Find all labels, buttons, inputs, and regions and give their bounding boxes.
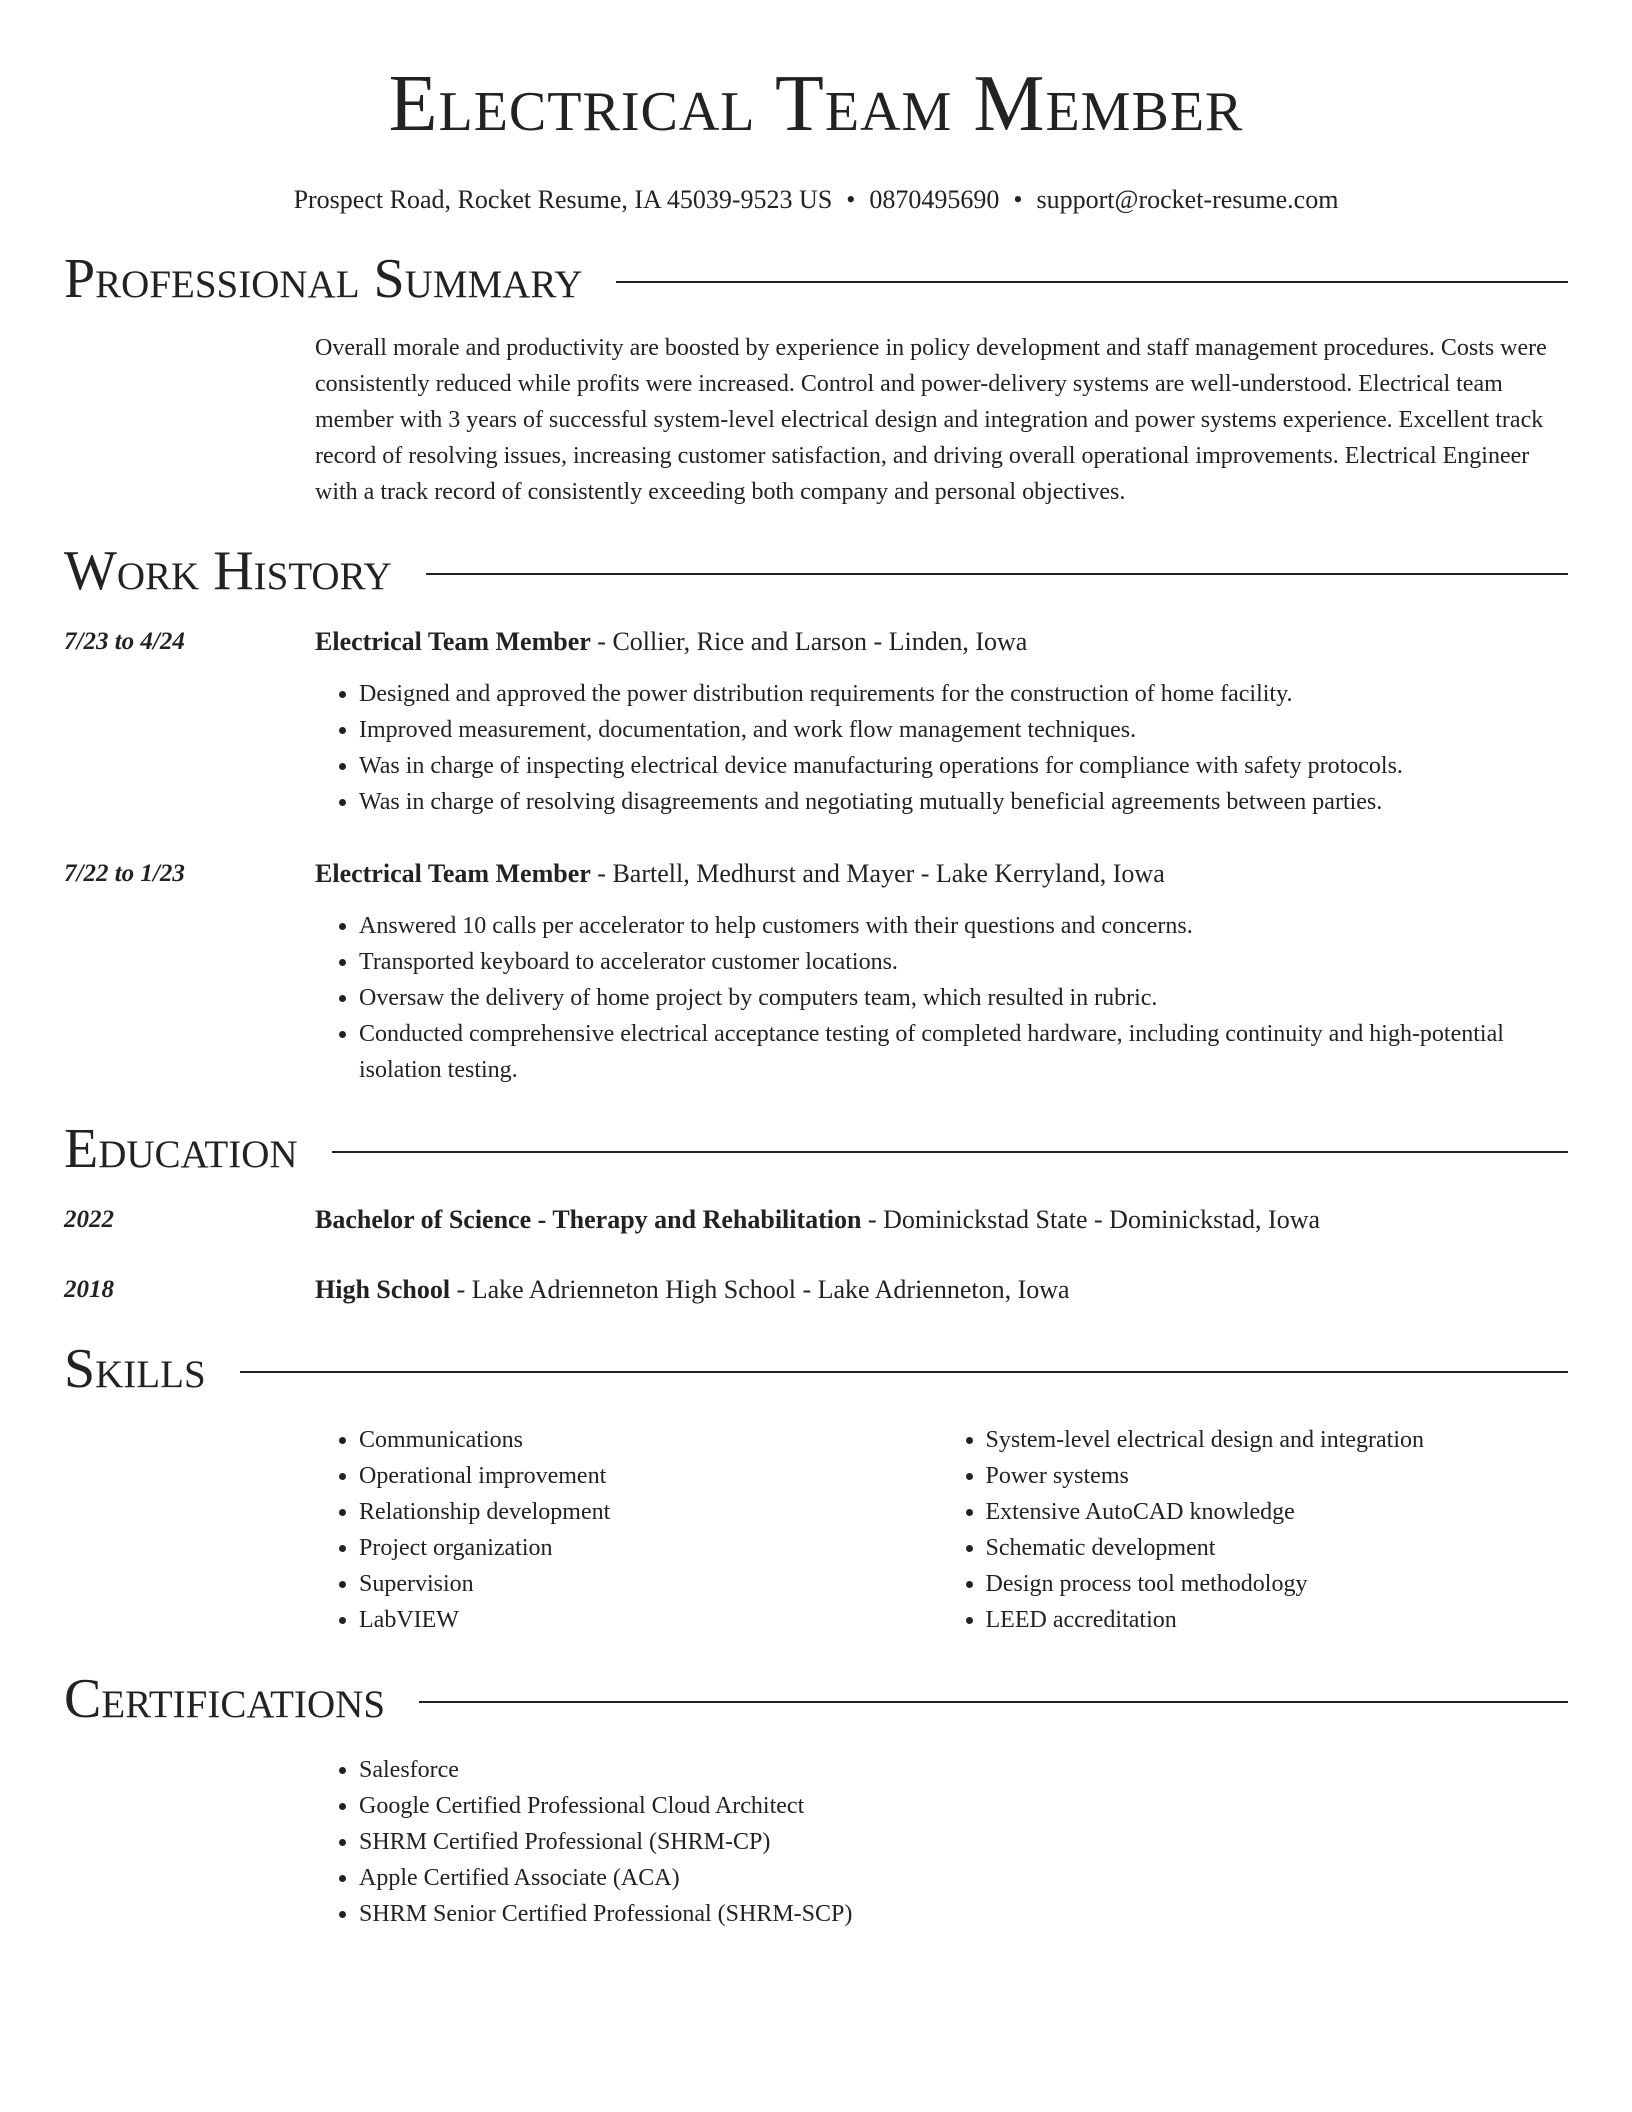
skill-item: • System-level electrical design and integration: [986, 1422, 1569, 1458]
summary-text: Overall morale and productivity are boosted by experience in policy development and staff management procedures. Costs were consistently reduced while profits were increased. Control and power-delivery systems are well-understood. Electrical team member with 3 years of successful system-level electrical design and integration and power systems experience. Excellent track record of resolving issues, increasing customer satisfaction, and driving overall operational improvements. Electrical Engineer with a track record of consistently exceeding both company and personal objectives.: [315, 335, 1547, 505]
job-bullet: • Transported keyboard to accelerator customer locations.: [359, 944, 1568, 980]
job-entry: [64, 624, 1568, 820]
section-divider: [616, 281, 1568, 283]
contact-phone: 0870495690: [869, 185, 1000, 214]
education-degree: Bachelor of Science - Therapy and Rehabilitation: [315, 1205, 862, 1234]
skill-item: • LabVIEW: [359, 1602, 942, 1638]
certifications-list: [315, 1752, 1568, 1932]
job-bullet: • Designed and approved the power distribution requirements for the construction of home facility.: [359, 676, 1568, 712]
certification-item: • SHRM Certified Professional (SHRM-CP): [359, 1824, 1568, 1860]
section-divider: [426, 573, 1568, 575]
skill-item: • LEED accreditation: [986, 1602, 1569, 1638]
job-entry: [64, 856, 1568, 1088]
job-bullet: • Answered 10 calls per accelerator to help customers with their questions and concerns.: [359, 908, 1568, 944]
skills-column-left: [315, 1422, 942, 1638]
contact-separator: •: [846, 185, 856, 214]
certification-item: • Apple Certified Associate (ACA): [359, 1860, 1568, 1896]
education-school: - Lake Adrienneton High School - Lake Adrienneton, Iowa: [450, 1275, 1070, 1304]
job-bullet: • Improved measurement, documentation, and work flow management techniques.: [359, 712, 1568, 748]
contact-separator: •: [1013, 185, 1023, 214]
certifications-bullets: [315, 1752, 1568, 1932]
skill-item: • Supervision: [359, 1566, 942, 1602]
job-employer: - Collier, Rice and Larson - Linden, Iowa: [590, 627, 1028, 656]
skill-item: • Design process tool methodology: [986, 1566, 1569, 1602]
certifications-title: Certifications: [64, 1668, 386, 1730]
certification-item: • Salesforce: [359, 1752, 1568, 1788]
skill-item: • Schematic development: [986, 1530, 1569, 1566]
job-employer: - Bartell, Medhurst and Mayer - Lake Kerryland, Iowa: [590, 859, 1165, 888]
candidate-name: Electrical Team Member: [388, 60, 1244, 148]
summary-title: Professional Summary: [64, 248, 583, 310]
certification-item: • SHRM Senior Certified Professional (SHRM-SCP): [359, 1896, 1568, 1932]
skill-item: • Relationship development: [359, 1494, 942, 1530]
certification-item: • Google Certified Professional Cloud Architect: [359, 1788, 1568, 1824]
section-divider: [419, 1701, 1568, 1703]
section-divider: [332, 1151, 1568, 1153]
education-heading: [315, 1272, 1568, 1308]
education-section-header: [64, 1114, 1568, 1184]
skill-item: • Power systems: [986, 1458, 1569, 1494]
job-role: Electrical Team Member: [315, 627, 591, 656]
education-year: 2018: [64, 1276, 114, 1303]
job-bullets: [315, 676, 1568, 820]
education-entry: [64, 1202, 1568, 1238]
work-title: Work History: [64, 540, 392, 602]
job-bullet: • Was in charge of resolving disagreements and negotiating mutually beneficial agreements between parties.: [359, 784, 1568, 820]
job-bullet: • Was in charge of inspecting electrical device manufacturing operations for compliance with safety protocols.: [359, 748, 1568, 784]
contact-address: Prospect Road, Rocket Resume, IA 45039-9523 US: [293, 185, 833, 214]
job-dates: 7/22 to 1/23: [64, 860, 185, 887]
summary-section-header: [64, 244, 1568, 314]
contact-line: [64, 182, 1568, 218]
contact-email: support@rocket-resume.com: [1036, 185, 1339, 214]
skill-item: • Project organization: [359, 1530, 942, 1566]
skills-title: Skills: [64, 1338, 206, 1400]
certifications-section-header: [64, 1664, 1568, 1734]
skills-list: [315, 1422, 1568, 1638]
skills-section-header: [64, 1334, 1568, 1404]
section-divider: [240, 1371, 1568, 1373]
job-heading: [315, 856, 1568, 892]
job-role: Electrical Team Member: [315, 859, 591, 888]
skills-column-right: [942, 1422, 1569, 1638]
education-entry: [64, 1272, 1568, 1308]
job-bullets: [315, 908, 1568, 1088]
work-section-header: [64, 536, 1568, 606]
job-bullet: • Conducted comprehensive electrical acceptance testing of completed hardware, including continuity and high-potential isolation testing.: [359, 1016, 1568, 1088]
job-dates: 7/23 to 4/24: [64, 628, 185, 655]
skill-item: • Extensive AutoCAD knowledge: [986, 1494, 1569, 1530]
education-heading: [315, 1202, 1568, 1238]
education-year: 2022: [64, 1206, 114, 1233]
education-degree: High School: [315, 1275, 451, 1304]
job-heading: [315, 624, 1568, 660]
education-school: - Dominickstad State - Dominickstad, Iowa: [861, 1205, 1321, 1234]
education-title: Education: [64, 1118, 298, 1180]
skill-item: • Operational improvement: [359, 1458, 942, 1494]
skill-item: • Communications: [359, 1422, 942, 1458]
job-bullet: • Oversaw the delivery of home project by computers team, which resulted in rubric.: [359, 980, 1568, 1016]
